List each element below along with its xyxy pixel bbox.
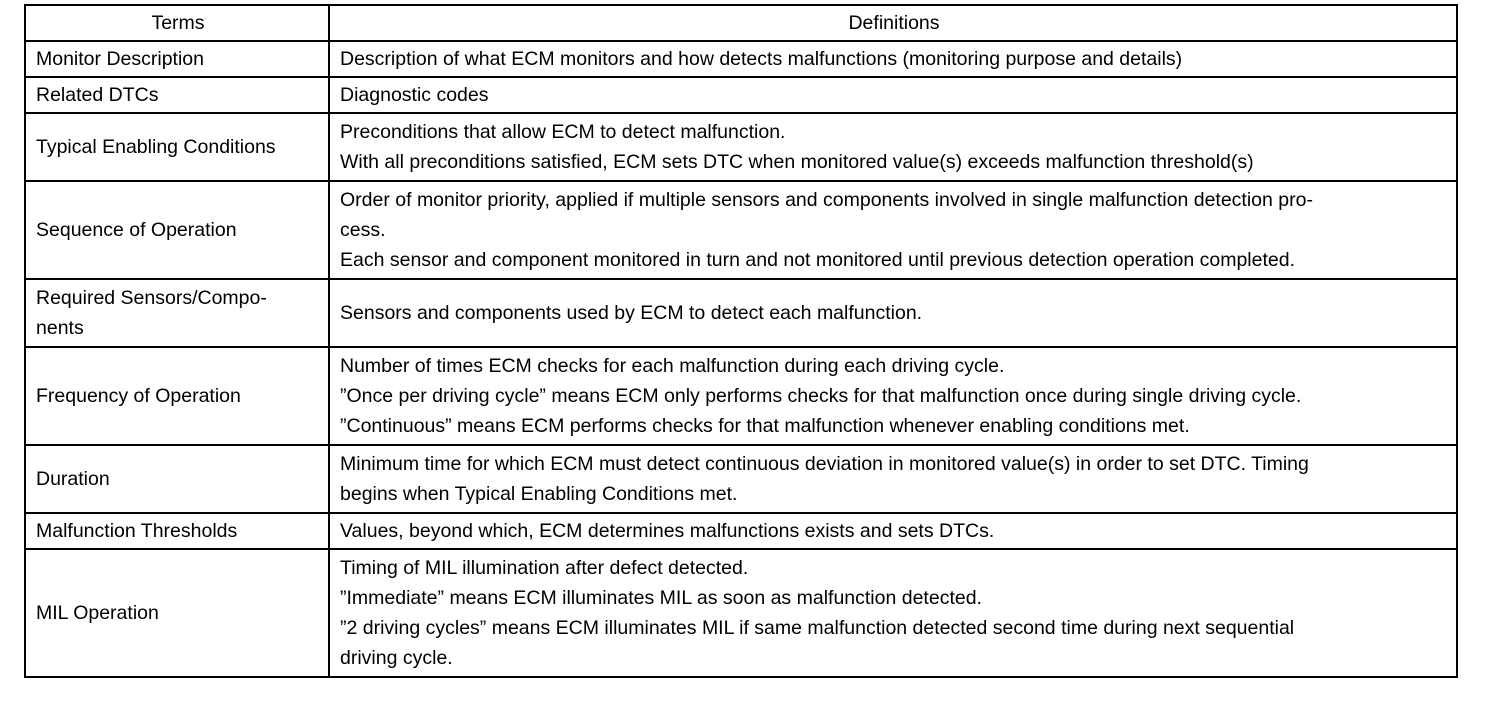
term-cell: MIL Operation <box>25 549 329 677</box>
table-row <box>25 513 1457 549</box>
table-row <box>25 113 1457 181</box>
definition-line: Order of monitor priority, applied if multiple sensors and components involved in single malfunction detection pro- <box>340 189 1313 211</box>
term-line: nents <box>36 317 84 339</box>
header-terms: Terms <box>25 5 329 41</box>
terms-definitions-table <box>24 4 1458 678</box>
definition-line: Number of times ECM checks for each malfunction during each driving cycle. <box>340 355 1005 377</box>
table-row <box>25 77 1457 113</box>
term-cell: Frequency of Operation <box>25 347 329 445</box>
definition-line: driving cycle. <box>340 647 453 669</box>
definition-line: ”Continuous” means ECM performs checks for that malfunction whenever enabling conditions met. <box>340 415 1190 437</box>
definition-line: With all preconditions satisfied, ECM sets DTC when monitored value(s) exceeds malfunction threshold(s) <box>340 151 1254 173</box>
definition-line: Each sensor and component monitored in turn and not monitored until previous detection operation completed. <box>340 249 1296 271</box>
definition-line: begins when Typical Enabling Conditions met. <box>340 483 738 505</box>
term-cell: Related DTCs <box>25 77 329 113</box>
definition-cell <box>329 41 1457 77</box>
definition-line: Values, beyond which, ECM determines malfunctions exists and sets DTCs. <box>340 520 995 542</box>
definition-cell <box>329 77 1457 113</box>
term-cell <box>25 279 329 347</box>
definition-cell <box>329 279 1457 347</box>
definition-line: Diagnostic codes <box>340 84 489 106</box>
table-header-row <box>25 5 1457 41</box>
term-cell: Duration <box>25 445 329 513</box>
term-cell: Typical Enabling Conditions <box>25 113 329 181</box>
term-cell: Monitor Description <box>25 41 329 77</box>
definition-line: ”Immediate” means ECM illuminates MIL as soon as malfunction detected. <box>340 587 982 609</box>
header-definitions: Definitions <box>329 5 1457 41</box>
table-row <box>25 279 1457 347</box>
definition-cell <box>329 347 1457 445</box>
definition-line: ”Once per driving cycle” means ECM only performs checks for that malfunction once during single driving cycle. <box>340 385 1302 407</box>
term-line: Required Sensors/Compo- <box>36 287 267 309</box>
table-row <box>25 549 1457 677</box>
definition-line: Timing of MIL illumination after defect detected. <box>340 557 749 579</box>
table-row <box>25 347 1457 445</box>
term-cell: Malfunction Thresholds <box>25 513 329 549</box>
definition-cell <box>329 549 1457 677</box>
definition-cell <box>329 445 1457 513</box>
term-cell: Sequence of Operation <box>25 181 329 279</box>
table-row <box>25 445 1457 513</box>
terms-table-container <box>24 4 1456 678</box>
definition-cell <box>329 513 1457 549</box>
table-row <box>25 41 1457 77</box>
definition-line: ”2 driving cycles” means ECM illuminates MIL if same malfunction detected second time during next sequential <box>340 617 1295 639</box>
table-row <box>25 181 1457 279</box>
definition-line: cess. <box>340 219 386 241</box>
definition-line: Description of what ECM monitors and how detects malfunctions (monitoring purpose and details) <box>340 48 1183 70</box>
definition-cell <box>329 113 1457 181</box>
definition-line: Preconditions that allow ECM to detect malfunction. <box>340 121 786 143</box>
definition-line: Sensors and components used by ECM to detect each malfunction. <box>340 302 923 324</box>
definition-line: Minimum time for which ECM must detect continuous deviation in monitored value(s) in order to set DTC. Timing <box>340 453 1309 475</box>
definition-cell <box>329 181 1457 279</box>
